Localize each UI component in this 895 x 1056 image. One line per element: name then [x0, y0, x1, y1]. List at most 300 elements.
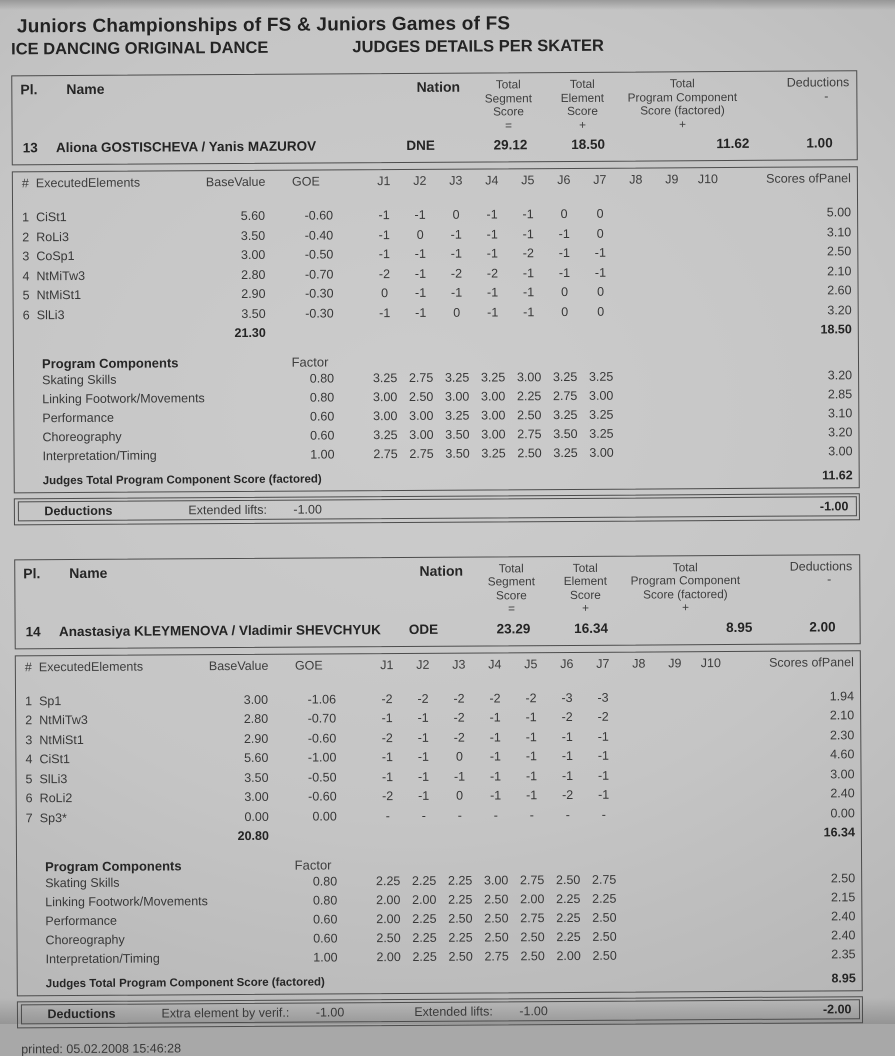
element-judge-score: -1: [522, 226, 534, 241]
component-panel-score: 2.50: [830, 870, 856, 885]
element-judge-score: -1: [381, 750, 394, 765]
elements-table-header: [16, 651, 860, 692]
component-judge-score: 2.00: [556, 948, 581, 963]
element-judge-score: -1: [597, 768, 610, 783]
component-judge-score: 2.50: [484, 929, 509, 945]
element-name: NtMiSt1: [39, 732, 84, 747]
element-score-column-label: [547, 78, 617, 132]
element-judge-score: -1: [525, 729, 537, 744]
total-segment-score: 29.12: [493, 137, 528, 153]
deduction-item: [414, 1004, 548, 1019]
number-column-label: #: [24, 659, 32, 674]
component-name: Interpretation/Timing: [45, 950, 160, 966]
element-name: Sp3*: [39, 810, 67, 825]
judge-label: J8: [629, 172, 643, 187]
element-judge-score: [694, 785, 730, 805]
component-judge-score: [623, 946, 659, 965]
component-judge-score: 3.00: [481, 407, 506, 423]
empty-judge-cell: [406, 826, 442, 846]
element-judge-score: -1: [417, 749, 430, 764]
header-line: Segment: [487, 574, 535, 589]
element-name: CoSp1: [36, 248, 75, 264]
element-judge-score: -: [601, 807, 606, 822]
deductions-row: [20, 999, 859, 1024]
element-judge-score: -1: [378, 247, 390, 262]
judge-label: J4: [485, 173, 499, 188]
judge-column-labels: [369, 657, 729, 690]
empty-judge-cell: [514, 825, 550, 845]
element-judge-score: -: [385, 808, 390, 823]
deduction-items: [158, 502, 322, 517]
element-number: 4: [22, 268, 30, 283]
element-judge-score: [691, 282, 727, 302]
element-panel-score: 3.00: [830, 766, 855, 781]
element-judge-score: -1: [414, 246, 426, 261]
component-judge-score: 3.00: [373, 408, 398, 423]
judge-label: J2: [413, 173, 427, 188]
scores-of-panel-label: [726, 172, 857, 204]
component-name: Skating Skills: [45, 875, 120, 890]
element-judge-score: [618, 204, 654, 224]
base-value-label: [209, 659, 268, 690]
judges-total-score: 11.62: [822, 467, 853, 482]
empty-judge-cell: [658, 824, 694, 844]
judge-scores: [370, 805, 730, 827]
factor-label: Factor: [294, 856, 332, 873]
element-goe: -0.30: [305, 286, 334, 301]
header-line: Total: [498, 560, 524, 575]
element-judge-score: 0: [596, 206, 604, 221]
element-goe: -0.30: [305, 305, 334, 321]
element-judge-score: [693, 688, 729, 708]
judge-scores: [370, 908, 730, 929]
component-judge-score: 3.00: [409, 408, 434, 423]
element-base-value: 2.90: [241, 286, 266, 301]
empty-judge-cell: [478, 825, 514, 845]
element-judge-score: -2: [453, 730, 465, 745]
component-judge-score: 2.25: [412, 930, 437, 945]
component-factor: 0.80: [312, 873, 338, 889]
element-panel-score: 2.30: [829, 727, 855, 742]
judge-scores: [369, 746, 729, 768]
element-number: 3: [22, 249, 30, 264]
element-goe: -1.00: [307, 750, 337, 765]
element-judge-score: [622, 805, 658, 825]
judges-total-label: Judges Total Program Component Score (factored): [45, 975, 325, 990]
element-judge-score: [621, 707, 657, 727]
nation-column-label: Nation: [416, 78, 461, 95]
component-judge-score: [655, 367, 691, 386]
component-judge-score: 2.50: [448, 911, 473, 926]
total-component-score: 8.95: [726, 619, 753, 635]
element-panel-score: 0.00: [830, 805, 855, 820]
component-judge-score: 2.25: [412, 911, 437, 926]
judge-label: J8: [632, 656, 646, 671]
element-judge-score: [619, 302, 655, 322]
element-base-value: 3.00: [240, 247, 266, 262]
element-goe: -0.50: [307, 769, 337, 785]
element-name: SlLi3: [36, 307, 65, 322]
deduction-item-label: Extended lifts:: [188, 502, 267, 518]
header-line: Value: [237, 658, 269, 673]
element-number: 6: [25, 791, 33, 806]
element-panel-score: 3.10: [826, 224, 852, 239]
header-line: Total: [669, 76, 695, 91]
component-judge-score: 2.25: [556, 929, 581, 944]
header-line: Value: [234, 174, 266, 190]
header-line: Score (factored): [640, 103, 725, 118]
empty-judge-cell: [691, 321, 727, 341]
judge-label: J3: [449, 173, 463, 188]
judge-scores: [371, 946, 731, 967]
element-judge-score: -1: [381, 711, 393, 726]
element-judge-score: -1: [414, 207, 426, 222]
component-name: Choreography: [42, 429, 122, 444]
element-judge-score: -1: [378, 227, 390, 242]
header-line: -: [827, 572, 832, 587]
element-judge-score: -1: [418, 788, 430, 803]
total-deductions: 2.00: [809, 618, 836, 635]
component-judge-score: 3.00: [516, 369, 542, 384]
element-judge-score: -1: [450, 227, 462, 242]
element-number: 6: [22, 307, 30, 322]
element-panel-score: 4.60: [830, 747, 855, 762]
base-value-label: [206, 176, 265, 207]
element-judge-score: -2: [417, 691, 429, 706]
judge-label: J4: [488, 656, 502, 671]
judge-label: J9: [668, 655, 682, 670]
component-judge-score: 3.50: [445, 446, 470, 461]
element-judge-score: -1: [598, 787, 610, 802]
score-summary-header: [12, 76, 856, 135]
element-judge-score: [694, 805, 730, 825]
element-judge-score: -: [457, 808, 462, 823]
element-judge-score: -1: [379, 305, 391, 320]
element-judge-score: 0: [560, 206, 568, 222]
element-judge-score: -1: [489, 768, 502, 783]
element-judge-score: -: [421, 808, 426, 823]
element-judge-score: [619, 282, 655, 302]
empty-judge-cell: [583, 322, 619, 342]
element-panel-score: 5.00: [826, 205, 852, 220]
executed-elements-label: [39, 660, 209, 692]
judge-scores: [367, 386, 727, 407]
element-judge-score: -2: [561, 709, 573, 725]
header-line: Panel: [818, 171, 851, 186]
element-judge-score: -1: [594, 265, 607, 280]
component-judge-score: 2.25: [556, 910, 581, 925]
skater-name: Anastasiya KLEYMENOVA / Vladimir SHEVCHYUK: [58, 621, 381, 639]
element-judge-score: -2: [382, 789, 394, 804]
element-base-value: 5.60: [244, 750, 269, 765]
header-line: -: [824, 88, 829, 103]
component-judge-score: 3.25: [444, 370, 470, 385]
header-line: Program Component: [627, 89, 738, 105]
component-judge-score: 2.50: [517, 407, 542, 422]
element-judge-score: [657, 746, 693, 766]
header-line: Elements: [90, 659, 144, 674]
judge-scores: [366, 263, 726, 285]
component-judge-score: 2.00: [376, 911, 401, 926]
element-judge-score: -2: [525, 690, 537, 705]
element-judge-score: [693, 766, 729, 786]
component-panel-score: 3.00: [828, 443, 853, 458]
component-judge-score: 2.50: [555, 872, 581, 887]
element-judge-score: 0: [455, 749, 463, 764]
elements-table-box: [12, 166, 860, 493]
empty-judge-cell: [622, 824, 658, 844]
element-judge-score: -2: [381, 730, 393, 745]
judge-scores: [367, 282, 727, 304]
element-goe: -0.70: [304, 266, 334, 282]
judge-scores: [367, 443, 727, 464]
component-judge-score: 3.00: [589, 445, 614, 460]
component-judge-score: [694, 927, 730, 946]
judge-scores: [367, 424, 727, 445]
judge-scores: [367, 405, 727, 426]
deduction-item-value: -1.00: [519, 1004, 548, 1019]
element-judge-score: -1: [486, 207, 498, 222]
judges-total-score: 8.95: [831, 970, 856, 985]
header-line: Score: [495, 587, 527, 602]
segment-score-column-label: [469, 78, 547, 132]
element-judge-score: [654, 224, 690, 244]
element-number: 3: [25, 732, 33, 747]
judge-scores: [370, 927, 730, 948]
element-name: Sp1: [39, 693, 62, 708]
deduction-item-label: Extended lifts:: [414, 1004, 493, 1019]
judge-label: J5: [524, 656, 538, 671]
empty-judge-cell: [586, 825, 622, 845]
header-line: =: [505, 117, 513, 132]
header-line: Deductions: [786, 75, 850, 90]
element-panel-score: 2.50: [826, 244, 852, 259]
component-judge-score: 2.75: [373, 446, 398, 461]
component-judge-score: 2.50: [484, 891, 509, 907]
component-judge-score: 3.00: [481, 426, 506, 442]
header-line: Total: [495, 77, 521, 92]
deductions-box: [17, 996, 863, 1028]
judge-scores: [370, 870, 730, 891]
header-line: Deductions: [789, 558, 853, 574]
element-judge-score: -1: [378, 208, 390, 223]
element-judge-score: [657, 707, 693, 727]
element-judge-score: -1: [561, 729, 573, 744]
element-judge-score: -1: [522, 207, 534, 222]
deductions-total-value: -1.00: [819, 499, 849, 514]
element-judge-score: -1: [561, 748, 574, 764]
component-factor: 0.60: [313, 911, 338, 927]
element-judge-score: [618, 243, 654, 263]
component-judge-score: [694, 870, 730, 889]
component-judge-score: [695, 946, 731, 965]
header-line: Base: [208, 658, 238, 673]
deductions-row-label: Deductions: [47, 1006, 116, 1022]
total-base-value: 21.30: [234, 325, 266, 341]
element-name: SlLi3: [39, 771, 68, 786]
component-panel-score: 3.20: [828, 424, 853, 439]
element-judge-score: -2: [453, 710, 465, 725]
element-judge-score: [618, 263, 654, 283]
component-judge-score: 2.75: [408, 370, 434, 385]
name-column-label: Name: [69, 564, 108, 581]
judge-scores: [366, 224, 726, 246]
element-judge-score: -1: [597, 729, 609, 744]
name-column-label: Name: [66, 80, 105, 98]
component-judge-score: 2.75: [520, 910, 545, 925]
element-judge-score: -1: [417, 710, 429, 725]
goe-label: GOE: [294, 657, 323, 673]
component-judge-score: [655, 386, 691, 405]
element-judge-score: [691, 302, 727, 322]
element-name: RoLi3: [36, 229, 69, 244]
judge-label: J3: [452, 657, 466, 672]
element-judge-score: -1: [486, 226, 498, 241]
element-judge-score: -2: [450, 266, 463, 281]
judges-total-label: Judges Total Program Component Score (factored): [42, 472, 322, 487]
header-line: Scores of: [768, 654, 822, 670]
component-judge-score: 3.00: [444, 389, 470, 404]
element-base-value: 5.60: [240, 208, 266, 223]
skater-place: 13: [22, 140, 38, 156]
empty-judge-cell: [367, 323, 403, 343]
component-judge-score: [619, 443, 655, 462]
judge-scores: [366, 204, 726, 226]
component-judge-score: 3.25: [552, 369, 578, 384]
component-factor: 0.60: [309, 408, 335, 424]
component-judge-score: 2.50: [408, 389, 434, 404]
program-components-label: Program Components: [41, 354, 179, 371]
element-judge-score: -1: [415, 305, 427, 320]
header-line: +: [579, 117, 587, 132]
skater-nation: DNE: [406, 137, 435, 153]
header-line: Score: [493, 104, 524, 119]
component-judge-score: [691, 443, 727, 462]
judge-scores: [369, 727, 729, 749]
skater-name: Aliona GOSTISCHEVA / Yanis MAZUROV: [55, 138, 317, 156]
component-judge-score: 3.00: [483, 872, 509, 888]
element-judge-score: -2: [486, 265, 499, 280]
empty-judge-cell: [655, 321, 691, 341]
deductions-row-label: Deductions: [44, 503, 113, 519]
component-judge-score: 2.00: [412, 892, 437, 907]
element-judge-score: -1: [522, 285, 535, 300]
deductions-row: [17, 496, 856, 521]
component-judge-score: 3.00: [372, 389, 398, 404]
component-judge-score: 3.25: [373, 427, 398, 442]
component-panel-score: 3.20: [827, 367, 853, 382]
component-panel-score: 2.85: [827, 386, 853, 401]
element-judge-score: [658, 785, 694, 805]
header-line: Element: [560, 90, 605, 105]
component-judge-score: 3.00: [409, 427, 434, 442]
deduction-item-value: -1.00: [293, 502, 322, 517]
element-judge-score: -1: [489, 710, 501, 725]
goe-label: GOE: [291, 174, 320, 189]
element-judge-score: [621, 746, 657, 766]
pl-column-label: Pl.: [23, 564, 41, 581]
empty-judge-cell: [475, 322, 511, 342]
header-line: Program Component: [630, 572, 741, 588]
element-judge-score: -2: [453, 691, 465, 706]
element-judge-score: -3: [561, 690, 573, 705]
header-line: Score (factored): [643, 586, 728, 602]
total-element-score: 18.50: [571, 136, 606, 152]
judge-scores: [369, 707, 729, 729]
element-judge-score: [690, 263, 726, 283]
element-name: NtMiTw3: [39, 712, 88, 728]
component-judge-score: 2.50: [517, 445, 542, 460]
element-judge-score: 0: [596, 226, 604, 241]
header-line: Element: [563, 573, 608, 589]
element-judge-score: [690, 204, 726, 224]
component-judge-score: [619, 424, 655, 443]
element-judge-score: -1: [414, 266, 427, 281]
element-judge-score: [690, 224, 726, 244]
header-line: +: [679, 116, 687, 131]
component-judge-score: 3.25: [481, 445, 506, 461]
element-number: 7: [25, 810, 33, 825]
component-judge-score: 2.75: [409, 446, 434, 461]
component-panel-score: 2.35: [831, 946, 856, 961]
component-judge-score: 2.75: [591, 872, 617, 887]
element-number: 1: [25, 693, 33, 708]
judge-label: J1: [377, 174, 391, 189]
header-line: Executed: [38, 659, 92, 674]
component-judge-score: 3.25: [372, 370, 398, 385]
skater-panels: [0, 70, 895, 1028]
elements-table-box: [15, 650, 863, 996]
component-factor: 0.80: [309, 370, 335, 386]
component-judge-score: [619, 405, 655, 424]
element-goe: 0.00: [312, 808, 337, 824]
component-factor: 1.00: [313, 949, 338, 965]
element-name: NtMiTw3: [36, 268, 86, 283]
component-name: Performance: [42, 410, 114, 425]
element-judge-score: [693, 707, 729, 727]
component-name: Interpretation/Timing: [42, 448, 157, 463]
component-judge-score: [691, 424, 727, 443]
judge-scores: [370, 824, 730, 846]
element-judge-score: 0: [453, 305, 461, 320]
element-number: 5: [25, 771, 33, 786]
element-judge-score: -2: [562, 787, 574, 803]
total-base-value: 20.80: [237, 828, 269, 844]
component-factor: 0.80: [312, 892, 338, 908]
element-goe: -0.60: [304, 208, 334, 223]
component-judge-score: 3.25: [588, 369, 614, 384]
empty-judge-cell: [403, 323, 439, 343]
empty-judge-cell: [511, 322, 547, 342]
element-judge-score: -2: [597, 709, 609, 724]
judge-label: J6: [557, 172, 571, 188]
component-judge-score: 2.50: [520, 929, 545, 944]
component-judge-score: 2.50: [448, 949, 473, 964]
judge-scores: [369, 766, 729, 788]
judge-scores: [370, 889, 730, 910]
deduction-item: [161, 1005, 344, 1020]
empty-judge-cell: [547, 322, 583, 342]
element-judge-score: -1: [525, 768, 538, 783]
element-base-value: 2.80: [243, 711, 269, 726]
element-number: 5: [22, 288, 30, 303]
header-line: Scores of: [766, 171, 819, 186]
judge-label: J5: [521, 173, 535, 188]
element-judge-score: [693, 746, 729, 766]
element-judge-score: -: [565, 807, 570, 822]
element-score-column-label: [550, 561, 620, 615]
component-judge-score: 3.25: [589, 426, 614, 441]
